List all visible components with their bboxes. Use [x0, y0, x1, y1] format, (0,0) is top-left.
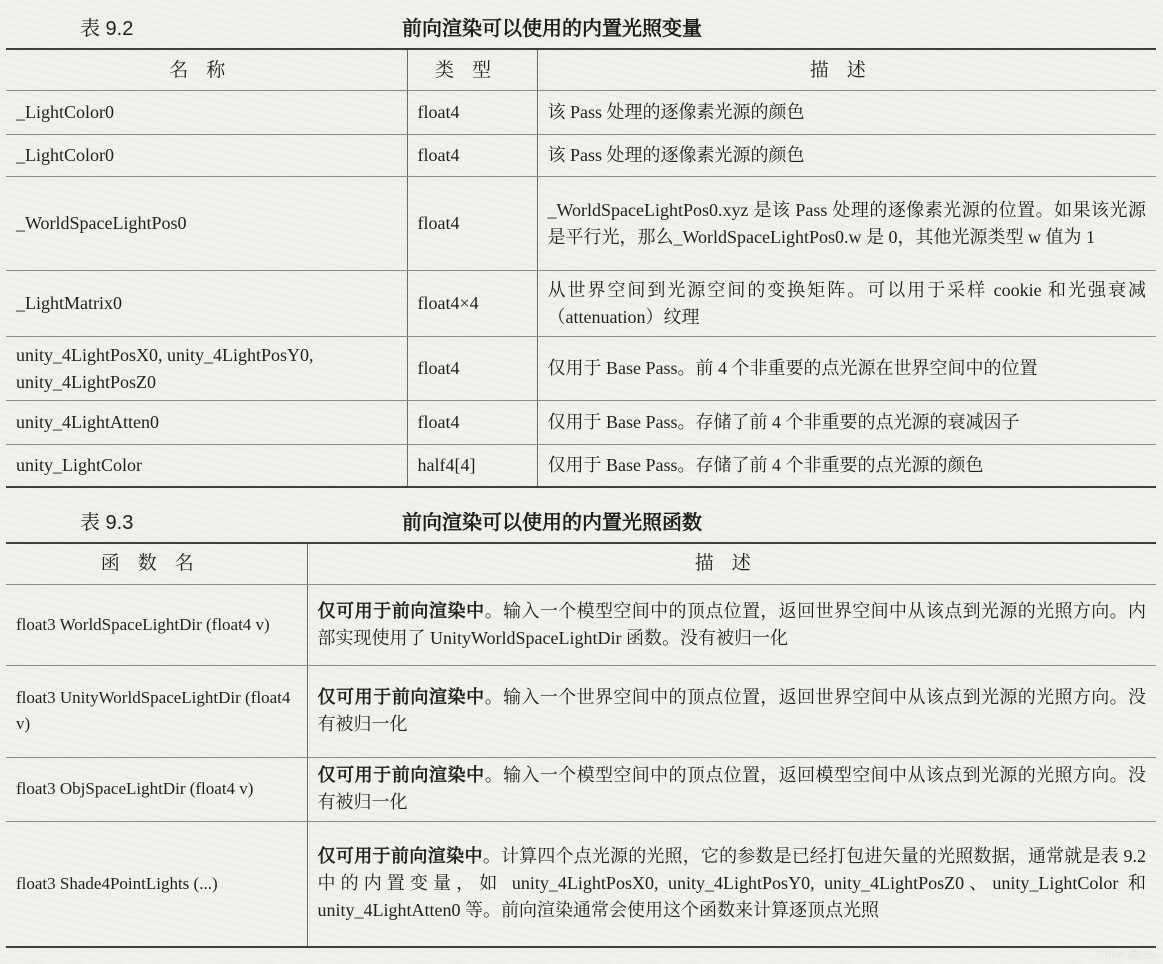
function-description-bold: 仅可用于前向渲染中 [317, 765, 485, 785]
variable-description-cell: 仅用于 Base Pass。前 4 个非重要的点光源在世界空间中的位置 [537, 337, 1156, 401]
function-description-bold: 仅可用于前向渲染中 [317, 600, 485, 621]
table-9-3-caption [6, 506, 1157, 540]
variable-type-cell: float4×4 [407, 271, 537, 337]
header-description: 描述 [537, 49, 1156, 91]
function-description-bold: 仅可用于前向渲染中 [317, 846, 483, 867]
table-row [6, 445, 1156, 487]
section-gap [6, 488, 1157, 506]
variable-type-cell: float4 [407, 337, 537, 401]
table-row [6, 757, 1156, 821]
variable-description-cell: 仅用于 Base Pass。存储了前 4 个非重要的点光源的衰减因子 [537, 401, 1156, 445]
function-description-text: 。计算四个点光源的光照，它的参数是已经打包进矢量的光照数据，通常就是表 9.2 中的内置变量，如 unity_4LightPosX0, unity_4LightPosY0, unity_4LightPosZ0、unity_LightColor 和 unity_4LightAtten0 等。前向渲染通常会使用这个函数来计算逐顶点光照 [317, 846, 1146, 921]
table-row [6, 821, 1156, 947]
function-description-cell [307, 757, 1156, 821]
function-description-cell [307, 665, 1156, 757]
table-row [6, 401, 1156, 445]
table-row [6, 271, 1156, 337]
watermark: CSDN @LLL [1096, 949, 1155, 960]
variable-name-cell: _WorldSpaceLightPos0 [6, 177, 407, 271]
header-type: 类型 [407, 49, 537, 91]
table-header-row [6, 49, 1156, 91]
variable-type-cell: float4 [407, 135, 537, 177]
table-row [6, 337, 1156, 401]
table-row [6, 135, 1156, 177]
variable-name-cell: _LightColor0 [6, 135, 407, 177]
table-row [6, 91, 1156, 135]
variable-name-cell: unity_LightColor [6, 445, 407, 487]
function-description-text: 。输入一个世界空间中的顶点位置，返回世界空间中从该点到光源的光照方向。没有被归一化 [317, 687, 1146, 734]
function-description-text: 。输入一个模型空间中的顶点位置，返回世界空间中从该点到光源的光照方向。内部实现使用了 UnityWorldSpaceLightDir 函数。没有被归一化 [317, 600, 1146, 648]
variable-name-cell: unity_4LightAtten0 [6, 401, 407, 445]
variable-description-cell: 仅用于 Base Pass。存储了前 4 个非重要的点光源的颜色 [537, 445, 1156, 487]
table-9-2-number: 表 9.2 [80, 18, 134, 40]
function-description-bold: 仅可用于前向渲染中 [317, 687, 485, 707]
variable-type-cell: float4 [407, 91, 537, 135]
variable-name-cell: _LightMatrix0 [6, 271, 407, 337]
table-9-3-title: 前向渲染可以使用的内置光照函数 [402, 511, 702, 534]
table-9-3-number: 表 9.3 [80, 511, 134, 534]
header-function-name: 函数名 [6, 543, 307, 585]
variable-type-cell: half4[4] [407, 445, 537, 487]
function-name-cell: float3 WorldSpaceLightDir (float4 v) [6, 584, 307, 665]
variable-description-cell: 该 Pass 处理的逐像素光源的颜色 [537, 135, 1156, 177]
table-9-2-title: 前向渲染可以使用的内置光照变量 [402, 18, 702, 40]
header-name: 名称 [6, 49, 407, 91]
table-row [6, 177, 1156, 271]
table-header-row [6, 543, 1156, 585]
variable-type-cell: float4 [407, 401, 537, 445]
function-name-cell: float3 UnityWorldSpaceLightDir (float4 v) [6, 665, 307, 757]
function-description-text: 。输入一个模型空间中的顶点位置，返回模型空间中从该点到光源的光照方向。没有被归一化 [317, 765, 1146, 812]
variable-type-cell: float4 [407, 177, 537, 271]
function-name-cell: float3 ObjSpaceLightDir (float4 v) [6, 757, 307, 821]
lighting-functions-table [6, 542, 1156, 949]
function-description-cell [307, 821, 1156, 947]
function-name-cell: float3 Shade4PointLights (...) [6, 821, 307, 947]
variable-description-cell: 从世界空间到光源空间的变换矩阵。可以用于采样 cookie 和光强衰减（attenuation）纹理 [537, 271, 1156, 337]
function-description-cell [307, 584, 1156, 665]
variable-name-cell: _LightColor0 [6, 91, 407, 135]
table-9-2-caption [6, 12, 1157, 46]
variable-name-cell: unity_4LightPosX0, unity_4LightPosY0, unity_4LightPosZ0 [6, 337, 407, 401]
header-function-description: 描述 [307, 543, 1156, 585]
table-row [6, 665, 1156, 757]
lighting-variables-table [6, 48, 1156, 488]
variable-description-cell: _WorldSpaceLightPos0.xyz 是该 Pass 处理的逐像素光源的位置。如果该光源是平行光，那么_WorldSpaceLightPos0.w 是 0，其他光源类型 w 值为 1 [537, 177, 1156, 271]
table-row [6, 584, 1156, 665]
variable-description-cell: 该 Pass 处理的逐像素光源的颜色 [537, 91, 1156, 135]
